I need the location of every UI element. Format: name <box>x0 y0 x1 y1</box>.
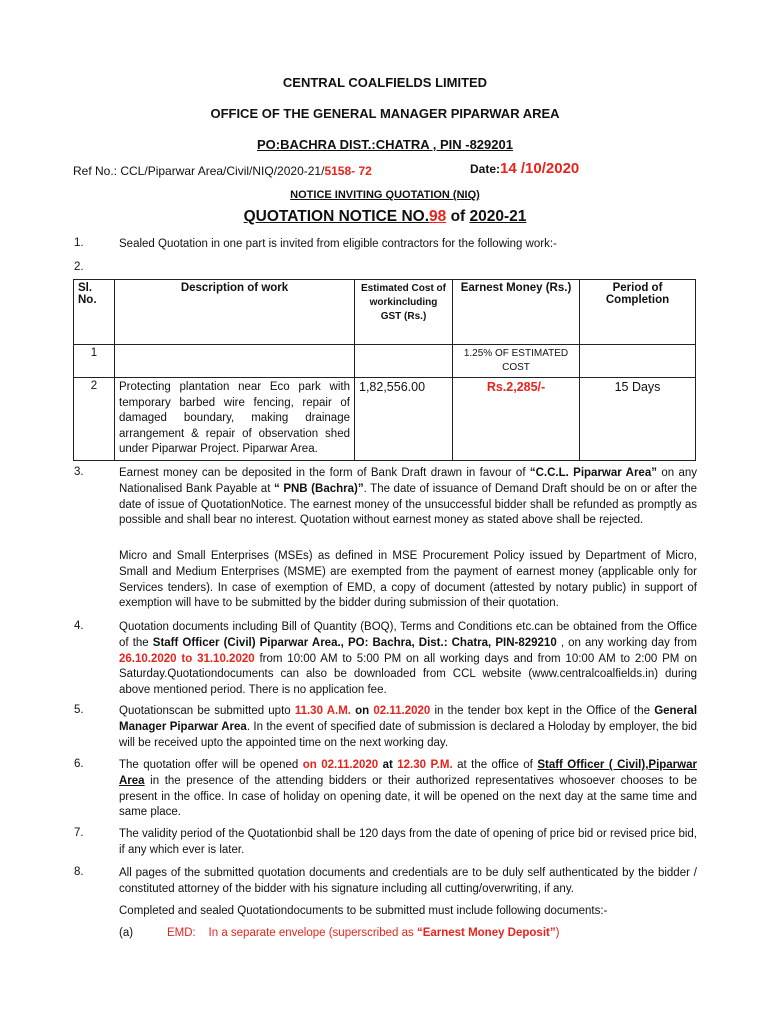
item-8-completed: Completed and sealed Quotationdocuments to be submitted must include following documents:- <box>119 905 608 917</box>
row2-sl: 2 <box>74 378 115 461</box>
item-3-payee: “C.C.L. Piparwar Area” <box>529 467 657 479</box>
company-name: CENTRAL COALFIELDS LIMITED <box>282 75 488 90</box>
item-6-at: at <box>378 759 398 771</box>
item-5-date: 02.11.2020 <box>373 705 431 717</box>
item-2-number: 2. <box>74 261 84 273</box>
item-4-t2: , on any working day from <box>556 636 698 649</box>
item-6-t3: in the presence of the attending bidders or their authorized representatives whosoever chooses to be present in the office. In case of holiday on opening date, it will be opened on the next day at the same time and same place. <box>119 774 697 819</box>
item-3-t1: Earnest money can be deposited in the form of Bank Draft drawn in favour of <box>119 467 530 479</box>
row1-desc <box>115 345 355 378</box>
item-5-on: on <box>350 705 374 717</box>
item-8-number: 8. <box>74 866 84 878</box>
row2-cost: 1,82,556.00 <box>355 378 453 461</box>
sub-item-a-superscription: “Earnest Money Deposit” <box>416 927 556 939</box>
item-5-office: General Manager Piparwar Area <box>119 705 698 733</box>
item-6-t1: The quotation offer will be opened <box>119 759 303 771</box>
row1-sl: 1 <box>74 345 115 378</box>
header-estimated-cost: Estimated Cost of workincluding GST (Rs.) <box>355 280 453 345</box>
niq-title <box>0 189 770 201</box>
notice-prefix: QUOTATION NOTICE NO. <box>243 208 430 225</box>
item-4-t3: from 10:00 AM to 5:00 PM on all working days and from 10:00 AM to 2:00 PM on Saturday.Quotationdocuments can also be downloaded from CCL website (www.centralcoalfields.in) during above mentioned period. There is no application fee. <box>119 652 697 697</box>
row2-desc: Protecting plantation near Eco park with temporary barbed wire fencing, repair of damaged boundary, making drainage arrangement & repair of observation shed under Piparwar Project. Piparwar Area. <box>115 378 355 461</box>
item-3-bank: “ PNB (Bachra)” <box>273 482 364 495</box>
header-earnest-money: Earnest Money (Rs.) <box>453 280 580 345</box>
item-6-time: 12.30 P.M. <box>397 759 453 771</box>
item-4-end-date: to 31.10.2020 <box>176 652 255 665</box>
item-3-number: 3. <box>74 466 84 478</box>
item-1-number: 1. <box>74 237 84 249</box>
office-address-text: PO:BACHRA DIST.:CHATRA , PIN -829201 <box>257 137 513 152</box>
item-5-t1: Quotationscan be submitted upto <box>119 705 295 717</box>
header-sl-no: Sl. No. <box>74 280 115 345</box>
item-4-t1: Quotation documents including Bill of Quantity (BOQ), Terms and Conditions etc.can be obtained from the Office of the <box>119 621 697 649</box>
ref-serial: 5158- 72 <box>324 164 372 178</box>
row1-earnest: 1.25% OF ESTIMATED COST <box>453 345 580 378</box>
office-name: OFFICE OF THE GENERAL MANAGER PIPARWAR AREA <box>210 106 560 121</box>
table-row <box>74 345 696 378</box>
office-address <box>0 137 770 152</box>
item-6-text <box>119 758 697 821</box>
quotation-table <box>73 279 696 461</box>
item-4-start-month: .10.2020 <box>131 652 177 665</box>
row2-period: 15 Days <box>580 378 696 461</box>
item-3-t3: . The date of issuance of Demand Draft should be on or after the date of issue of QuotationNotice. The earnest money of the unsuccessful bidder shall be refunded as promptly as possible and shall bear no interest. Quotation without earnest money as stated above shall be rejected. <box>119 482 698 527</box>
table-header-row <box>74 280 696 345</box>
item-4-start-day: 26 <box>119 652 132 665</box>
item-5-time: 11.30 A.M. <box>294 705 351 717</box>
sub-item-a-text <box>167 926 559 942</box>
row2-earnest: Rs.2,285/- <box>453 378 580 461</box>
table-row <box>74 378 696 461</box>
date-value: 14 /10/2020 <box>500 160 580 177</box>
item-6-number: 6. <box>74 758 84 770</box>
item-4-office: Staff Officer (Civil) Piparwar Area., PO: Bachra, Dist.: Chatra, PIN-829210 <box>152 636 557 649</box>
row1-cost <box>355 345 453 378</box>
item-5-text <box>119 704 697 751</box>
notice-year: 2020-21 <box>469 208 527 225</box>
header-description: Description of work <box>115 280 355 345</box>
item-3-t2: on any Nationalised Bank Payable at <box>119 467 697 495</box>
ref-prefix: Ref No.: CCL/Piparwar Area/Civil/NIQ/2020-21/ <box>73 164 325 178</box>
item-1-text: Sealed Quotation in one part is invited from eligible contractors for the following work:- <box>119 238 557 250</box>
item-4-number: 4. <box>74 620 84 632</box>
sub-item-a-label: (a) <box>119 927 134 939</box>
item-6-date: on 02.11.2020 <box>302 759 379 771</box>
item-5-t2: in the tender box kept in the Office of the <box>430 705 655 717</box>
header-period: Period of Completion <box>580 280 696 345</box>
item-6-t2: at the office of <box>452 759 538 771</box>
niq-title-text: NOTICE INVITING QUOTATION (NIQ) <box>290 189 480 201</box>
item-5-number: 5. <box>74 704 84 716</box>
ref-number <box>73 164 372 178</box>
quotation-notice-title <box>0 208 770 226</box>
item-7-number: 7. <box>74 827 84 839</box>
sub-item-a-t2: ) <box>555 927 560 939</box>
notice-mid: of <box>446 208 470 225</box>
item-4-text <box>119 620 697 699</box>
ref-date <box>470 160 579 178</box>
notice-number: 98 <box>429 208 447 225</box>
sub-item-a-t1: In a separate envelope (superscribed as <box>208 927 417 939</box>
item-7-text: The validity period of the Quotationbid shall be 120 days from the date of opening of price bid or revised price bid, if any which ever is later. <box>119 828 697 856</box>
date-label: Date: <box>470 162 501 176</box>
item-6-office: Staff Officer ( Civil),Piparwar Area <box>119 759 697 787</box>
item-8-text: All pages of the submitted quotation documents and credentials are to be duly self authenticated by the bidder / constituted attorney of the bidder with his signature including all cutting/overwriting, if any. <box>119 867 697 895</box>
item-3-text <box>119 466 697 529</box>
sub-item-a-emd: EMD: <box>167 927 196 939</box>
row1-period <box>580 345 696 378</box>
item-5-t3: . In the event of specified date of submission is declared a Holoday by employer, the bid will be received upto the appointed time on the next working day. <box>119 720 698 749</box>
item-3-mse: Micro and Small Enterprises (MSEs) as defined in MSE Procurement Policy issued by Department of Micro, Small and Medium Enterprises (MSME) are exempted from the payment of earnest money (applicable only for Services tenders). In case of exemption of EMD, a copy of document (attested by notary public) in support of exemption will have to be submitted by the bidder during submission of their quotation. <box>119 550 697 610</box>
